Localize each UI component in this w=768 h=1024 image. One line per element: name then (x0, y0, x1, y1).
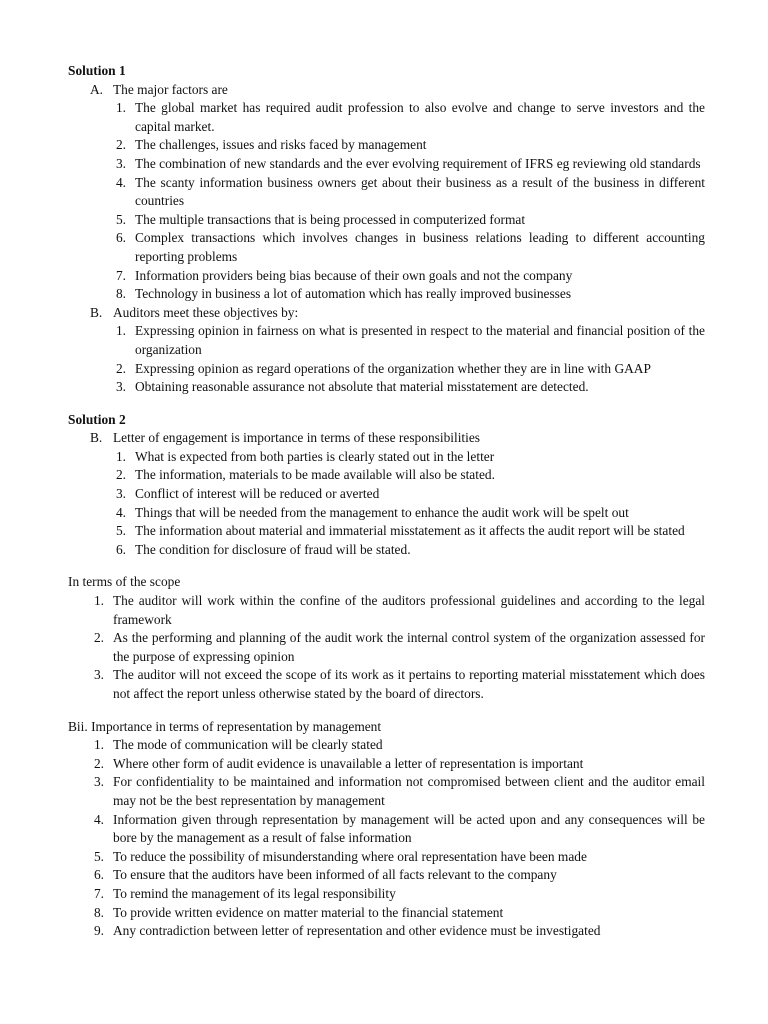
part-text: The major factors are (113, 81, 228, 97)
list-item-text: The information, materials to be made available will also be stated. (135, 467, 495, 483)
representation-heading: Bii. Importance in terms of representation by management (68, 718, 382, 734)
solution-1-part-b (68, 304, 705, 323)
list-item-text: Information providers being bias because of their own goals and not the company (135, 267, 573, 283)
list-number: 1. (115, 448, 126, 464)
list-item-text: The auditor will not exceed the scope of its work as it pertains to reporting material misstatement which does not affect the report unless otherwise stated by the board of directors. (113, 667, 705, 701)
list-item (68, 360, 705, 379)
list-number: 7. (93, 885, 104, 901)
list-item-text: To remind the management of its legal responsibility (113, 885, 396, 901)
objectives-list (68, 322, 705, 396)
list-item (68, 466, 705, 485)
list-item-text: The multiple transactions that is being processed in computerized format (135, 211, 526, 227)
list-item (68, 448, 705, 467)
list-item (68, 378, 705, 397)
list-item (68, 211, 705, 230)
list-number: 7. (115, 267, 126, 283)
list-number: 5. (115, 211, 126, 227)
list-item-text: Where other form of audit evidence is unavailable a letter of representation is important (113, 755, 584, 771)
list-item (68, 267, 705, 286)
list-item-text: Any contradiction between letter of representation and other evidence must be investigated (113, 923, 601, 939)
list-item-text: Expressing opinion in fairness on what is presented in respect to the material and financial position of the organization (135, 323, 705, 357)
list-number: 1. (93, 737, 104, 753)
list-number: 3. (93, 667, 104, 683)
list-item-text: The mode of communication will be clearly stated (113, 737, 383, 753)
list-item-text: The challenges, issues and risks faced by management (135, 137, 427, 153)
list-number: 3. (115, 486, 126, 502)
list-item (68, 522, 705, 541)
list-item (68, 885, 705, 904)
list-number: 4. (93, 811, 104, 827)
list-item-text: As the performing and planning of the audit work the internal control system of the organization assessed for the purpose of expressing opinion (113, 630, 705, 664)
list-item (68, 541, 705, 560)
list-item (68, 904, 705, 923)
list-item-text: The auditor will work within the confine of the auditors professional guidelines and according to the legal framework (113, 593, 705, 627)
list-item (68, 755, 705, 774)
list-item (68, 848, 705, 867)
part-letter: A. (90, 81, 104, 97)
list-item-text: Obtaining reasonable assurance not absolute that material misstatement are detected. (135, 379, 589, 395)
list-item-text: For confidentiality to be maintained and information not compromised between client and the auditor email may not be the best representation by management (113, 774, 705, 808)
list-item (68, 773, 705, 810)
representation-list (68, 736, 705, 941)
list-item (68, 666, 705, 703)
solution-2-part-b (68, 429, 705, 448)
list-item (68, 99, 705, 136)
list-item (68, 285, 705, 304)
list-item-text: Things that will be needed from the management to enhance the audit work will be spelt out (135, 504, 629, 520)
list-item-text: To ensure that the auditors have been informed of all facts relevant to the company (113, 867, 557, 883)
solution-1-heading: Solution 1 (68, 63, 126, 78)
list-item (68, 229, 705, 266)
scope-list (68, 592, 705, 704)
solution-1-part-a (68, 81, 705, 100)
list-number: 6. (115, 230, 126, 246)
list-item-text: To reduce the possibility of misunderstanding where oral representation have been made (113, 848, 587, 864)
list-item-text: What is expected from both parties is clearly stated out in the letter (135, 448, 495, 464)
list-item-text: Complex transactions which involves changes in business relations leading to different accounting reporting problems (135, 230, 705, 264)
list-item (68, 136, 705, 155)
list-item (68, 155, 705, 174)
list-number: 6. (93, 867, 104, 883)
list-number: 1. (93, 593, 104, 609)
list-item-text: The combination of new standards and the ever evolving requirement of IFRS eg reviewing old standards (135, 155, 701, 171)
list-number: 2. (93, 630, 104, 646)
factors-list (68, 99, 705, 304)
list-number: 3. (93, 774, 104, 790)
list-item (68, 592, 705, 629)
list-item-text: The information about material and immaterial misstatement as it affects the audit report will be stated (135, 523, 685, 539)
engagement-list (68, 448, 705, 560)
list-number: 2. (115, 137, 126, 153)
list-number: 9. (93, 923, 104, 939)
list-item-text: The scanty information business owners get about their business as a result of the business in different countries (135, 174, 705, 209)
list-number: 1. (115, 323, 126, 339)
list-number: 8. (115, 286, 126, 302)
document-page (68, 62, 705, 941)
list-item (68, 736, 705, 755)
list-item-text: The condition for disclosure of fraud will be stated. (135, 541, 411, 557)
list-item (68, 504, 705, 523)
list-number: 3. (115, 155, 126, 171)
scope-heading: In terms of the scope (68, 574, 181, 590)
part-letter: B. (90, 304, 103, 320)
list-item (68, 174, 705, 211)
list-item-text: Information given through representation by management will be acted upon and any consequences will be bore by the management as a result of false information (113, 811, 705, 846)
list-number: 4. (115, 504, 126, 520)
list-item (68, 322, 705, 359)
list-item (68, 485, 705, 504)
list-item (68, 922, 705, 941)
list-number: 3. (115, 379, 126, 395)
list-number: 2. (93, 755, 104, 771)
list-item (68, 629, 705, 666)
list-number: 1. (115, 100, 126, 116)
list-item-text: To provide written evidence on matter material to the financial statement (113, 904, 504, 920)
solution-2-heading: Solution 2 (68, 411, 126, 427)
list-item-text: Conflict of interest will be reduced or averted (135, 486, 380, 502)
part-letter: B. (90, 430, 103, 446)
list-number: 5. (115, 523, 126, 539)
part-text: Auditors meet these objectives by: (113, 304, 299, 320)
list-number: 2. (115, 360, 126, 376)
part-text: Letter of engagement is importance in terms of these responsibilities (113, 430, 481, 446)
list-number: 5. (93, 848, 104, 864)
list-item-text: Technology in business a lot of automation which has really improved businesses (135, 286, 572, 302)
list-item-text: Expressing opinion as regard operations of the organization whether they are in line with GAAP (135, 360, 651, 376)
list-number: 4. (115, 174, 126, 190)
list-number: 8. (93, 904, 104, 920)
list-item (68, 811, 705, 848)
list-number: 2. (115, 467, 126, 483)
list-number: 6. (115, 541, 126, 557)
list-item-text: The global market has required audit profession to also evolve and change to serve investors and the capital market. (135, 100, 705, 134)
list-item (68, 866, 705, 885)
